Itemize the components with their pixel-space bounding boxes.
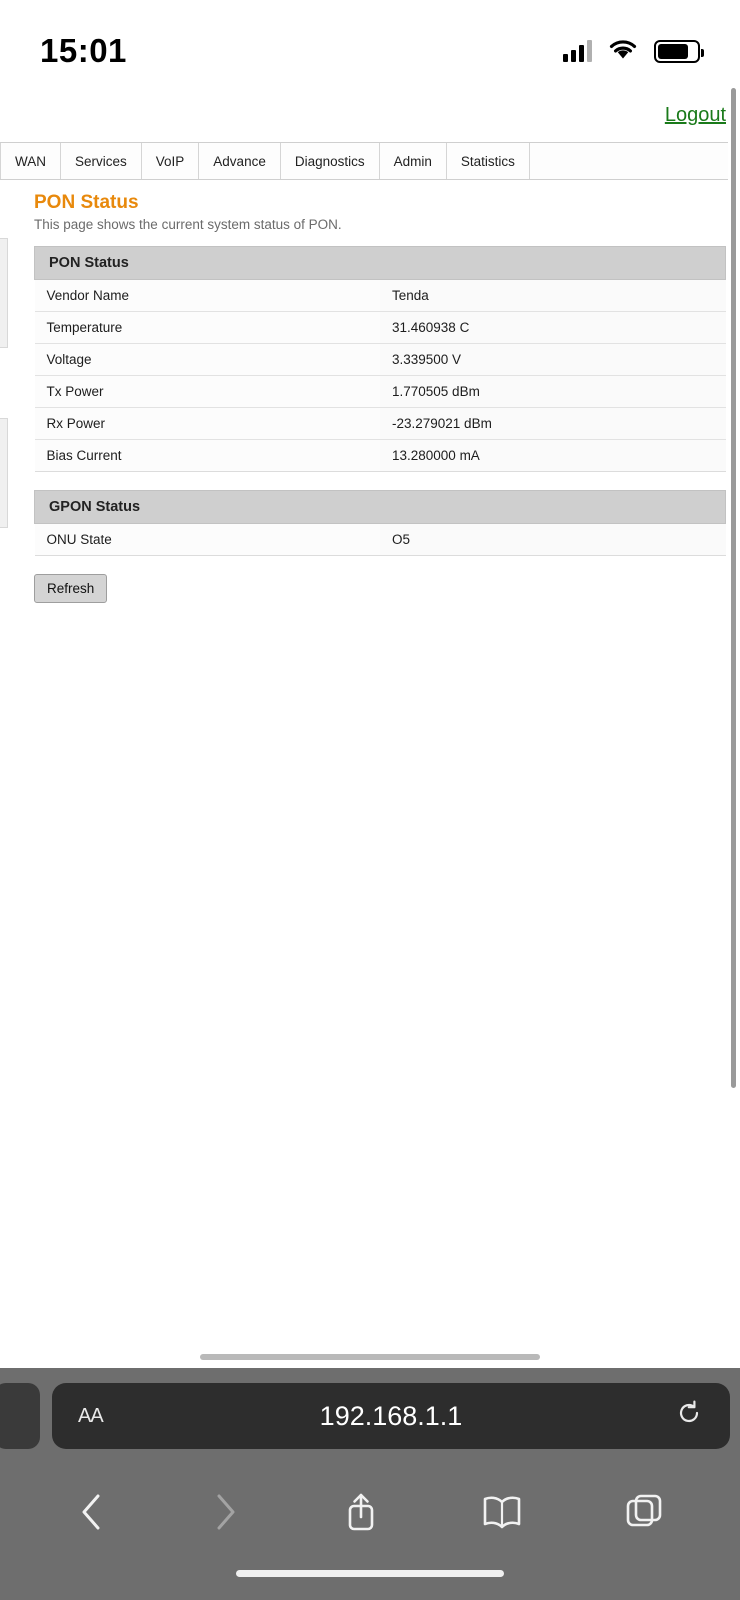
refresh-button[interactable]: Refresh xyxy=(34,574,107,603)
table-row xyxy=(35,408,726,440)
page-content xyxy=(0,180,740,603)
signal-bars-icon xyxy=(563,40,592,62)
url-text: 192.168.1.1 xyxy=(319,1400,463,1431)
book-icon[interactable] xyxy=(480,1492,524,1537)
previous-tab-edge[interactable] xyxy=(0,1383,40,1449)
url-row xyxy=(0,1368,740,1464)
tab-wan[interactable]: WAN xyxy=(0,143,61,179)
chevron-right-icon[interactable] xyxy=(208,1490,242,1539)
status-indicators xyxy=(563,37,700,66)
table-header-row xyxy=(35,247,726,280)
table-row xyxy=(35,440,726,472)
logout-row xyxy=(0,88,740,142)
pon-status-table xyxy=(34,246,726,472)
table-row xyxy=(35,524,726,556)
browser-toolbar xyxy=(0,1464,740,1564)
tab-admin[interactable]: Admin xyxy=(380,143,447,179)
left-edge-element-2 xyxy=(0,418,8,528)
table-row xyxy=(35,344,726,376)
reload-icon[interactable] xyxy=(674,1398,704,1435)
address-bar[interactable] xyxy=(52,1383,730,1449)
page-title: PON Status xyxy=(34,192,139,213)
row-value-temperature: 31.460938 C xyxy=(380,312,726,344)
row-label-onu-state: ONU State xyxy=(35,524,381,556)
table-header-row xyxy=(35,491,726,524)
row-value-bias-current: 13.280000 mA xyxy=(380,440,726,472)
gpon-status-header: GPON Status xyxy=(35,491,726,524)
wifi-icon xyxy=(606,37,640,66)
gpon-status-table xyxy=(34,490,726,556)
home-indicator xyxy=(0,1564,740,1600)
nav-spacer xyxy=(530,143,728,179)
logout-link[interactable]: Logout xyxy=(664,103,726,126)
left-edge-element xyxy=(0,238,8,348)
chevron-left-icon[interactable] xyxy=(75,1490,109,1539)
row-label-vendor-name: Vendor Name xyxy=(35,280,381,312)
pon-status-header: PON Status xyxy=(35,247,726,280)
row-value-vendor-name: Tenda xyxy=(380,280,726,312)
status-bar xyxy=(0,0,740,88)
status-time: 15:01 xyxy=(40,32,127,69)
row-value-onu-state: O5 xyxy=(380,524,726,556)
webview xyxy=(0,88,740,1346)
row-label-tx-power: Tx Power xyxy=(35,376,381,408)
battery-icon xyxy=(654,40,700,63)
row-label-rx-power: Rx Power xyxy=(35,408,381,440)
page-scrollbar[interactable] xyxy=(731,88,736,1088)
row-value-tx-power: 1.770505 dBm xyxy=(380,376,726,408)
row-label-temperature: Temperature xyxy=(35,312,381,344)
row-value-rx-power: -23.279021 dBm xyxy=(380,408,726,440)
main-navigation xyxy=(0,142,728,180)
tab-statistics[interactable]: Statistics xyxy=(447,143,530,179)
tab-diagnostics[interactable]: Diagnostics xyxy=(281,143,380,179)
table-row xyxy=(35,280,726,312)
share-icon[interactable] xyxy=(341,1489,381,1540)
tab-voip[interactable]: VoIP xyxy=(142,143,200,179)
tab-advance[interactable]: Advance xyxy=(199,143,281,179)
row-value-voltage: 3.339500 V xyxy=(380,344,726,376)
row-label-voltage: Voltage xyxy=(35,344,381,376)
tab-services[interactable]: Services xyxy=(61,143,142,179)
tabs-icon[interactable] xyxy=(623,1491,665,1538)
page-handle-bar xyxy=(0,1346,740,1368)
browser-chrome xyxy=(0,1368,740,1600)
table-row xyxy=(35,376,726,408)
row-label-bias-current: Bias Current xyxy=(35,440,381,472)
text-size-button[interactable]: AA xyxy=(78,1404,103,1427)
table-row xyxy=(35,312,726,344)
page-description: This page shows the current system status of PON. xyxy=(34,217,342,232)
